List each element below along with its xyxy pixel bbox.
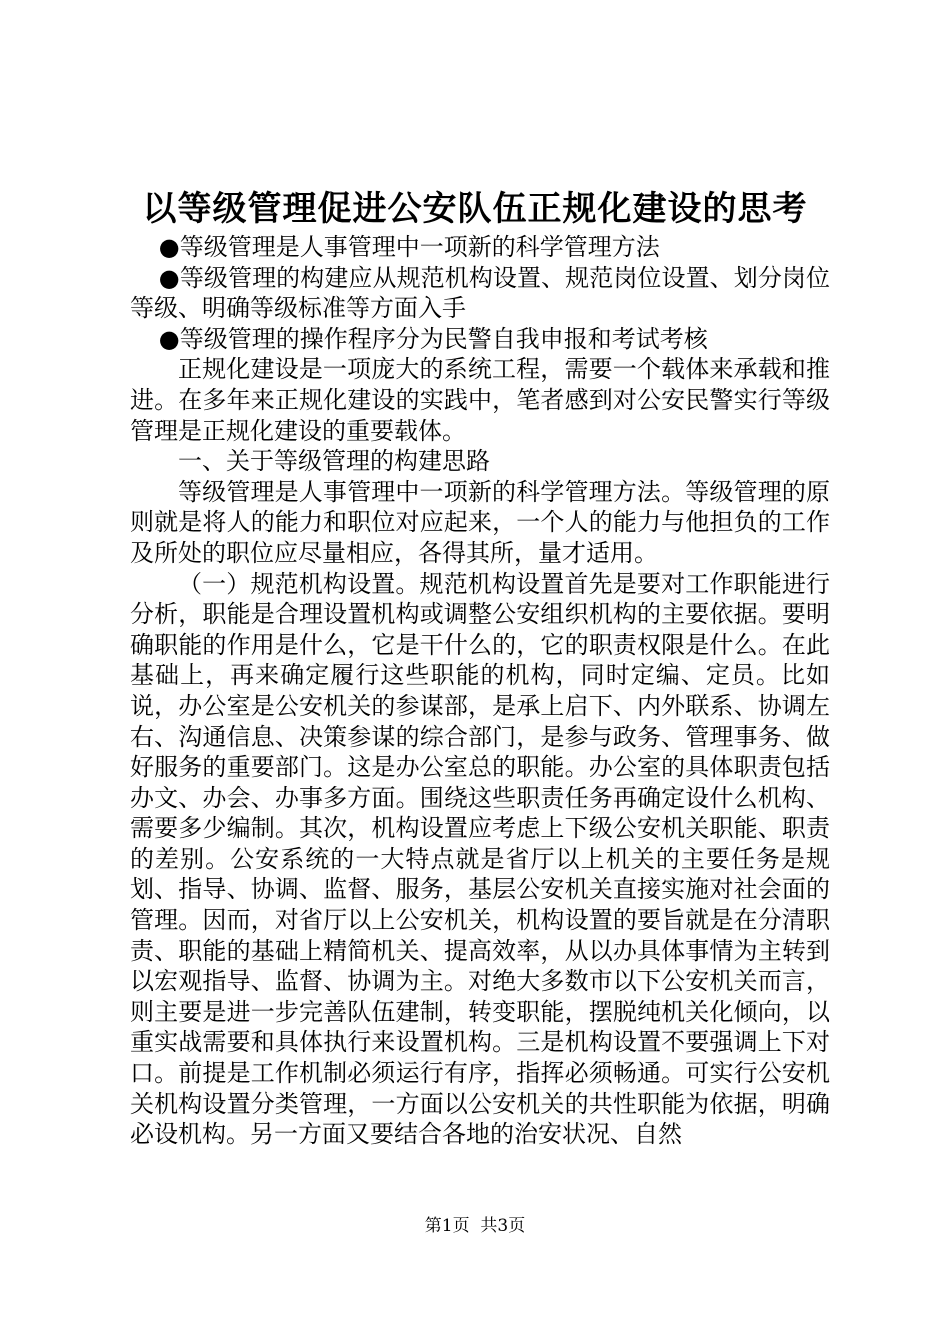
- page-total: 共3页: [480, 1216, 526, 1236]
- document-title: 以等级管理促进公安队伍正规化建设的思考: [142, 189, 808, 229]
- body-paragraph: （一）规范机构设置。规范机构设置首先是要对工作职能进行分析，职能是合理设置机构或调整公安组织机构的主要依据。要明确职能的作用是什么，它是干什么的，它的职责权限是什么。在此基础上，再来确定履行这些职能的机构，同时定编、定员。比如说，办公室是公安机关的参谋部，是承上启下、内外联系、协调左右、沟通信息、决策参谋的综合部门，是参与政务、管理事务、做好服务的重要部门。这是办公室总的职能。办公室的具体职责包括办文、办会、办事多方面。围绕这些职责任务再确定设什么机构、需要多少编制。其次，机构设置应考虑上下级公安机关职能、职责的差别。公安系统的一大特点就是省厅以上机关的主要任务是规划、指导、协调、监督、服务，基层公安机关直接实施对社会面的管理。因而，对省厅以上公安机关，机构设置的要旨就是在分清职责、职能的基础上精简机关、提高效率，从以办具体事情为主转到以宏观指导、监督、协调为主。对绝大多数市以下公安机关而言，则主要是进一步完善队伍建制，转变职能，摆脱纯机关化倾向，以重实战需要和具体执行来设置机构。三是机构设置不要强调上下对口。前提是工作机制必须运行有序，指挥必须畅通。可实行公安机关机构设置分类管理，一方面以公安机关的共性职能为依据，明确必设机构。另一方面又要结合各地的治安状况、自然: [130, 569, 830, 1149]
- document-body: [130, 232, 830, 1150]
- bullet-point: ●等级管理的操作程序分为民警自我申报和考试考核: [158, 324, 708, 353]
- body-paragraph: 等级管理是人事管理中一项新的科学管理方法。等级管理的原则就是将人的能力和职位对应起来，一个人的能力与他担负的工作及所处的职位应尽量相应，各得其所，量才适用。: [130, 477, 830, 567]
- section-heading: 一、关于等级管理的构建思路: [178, 447, 490, 476]
- bullet-point: ●等级管理是人事管理中一项新的科学管理方法: [158, 233, 660, 261]
- bullet-point: ●等级管理的构建应从规范机构设置、规范岗位设置、划分岗位等级、明确等级标准等方面入手: [130, 263, 830, 323]
- body-paragraph: 正规化建设是一项庞大的系统工程，需要一个载体来承载和推进。在多年来正规化建设的实践中，笔者感到对公安民警实行等级管理是正规化建设的重要载体。: [130, 355, 830, 445]
- page-number: 第1页: [424, 1216, 470, 1236]
- page-footer: [0, 1214, 950, 1238]
